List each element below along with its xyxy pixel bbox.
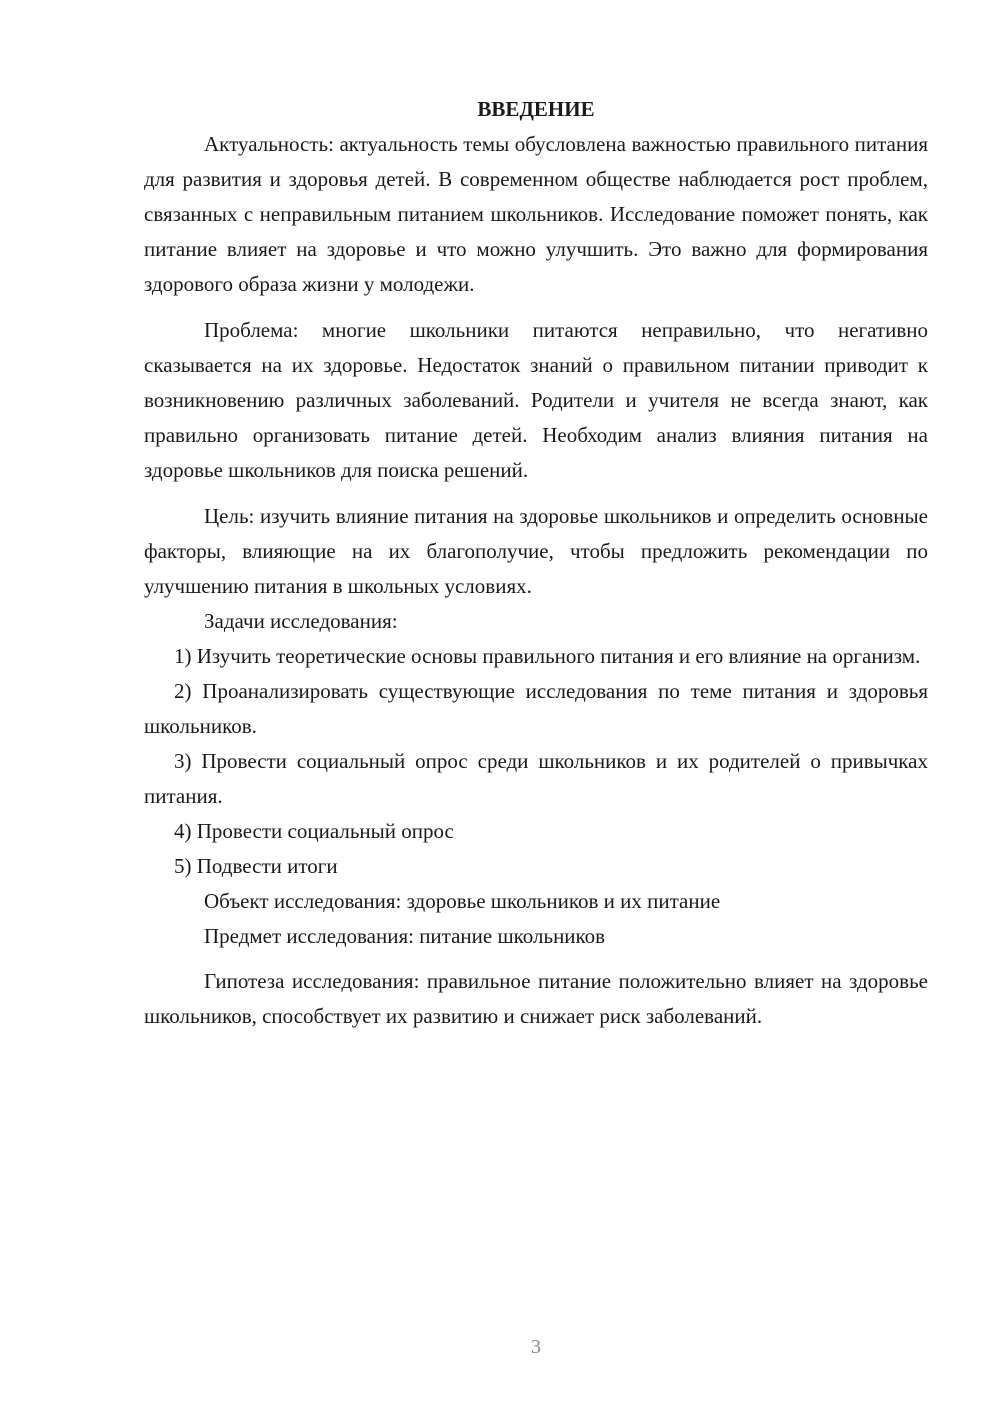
task-item-5: 5) Подвести итоги bbox=[174, 854, 338, 878]
task-item-2: 2) Проанализировать существующие исследования по теме питания и здоровья школьников. bbox=[144, 679, 928, 738]
task-item-4: 4) Провести социальный опрос bbox=[174, 819, 454, 843]
problem-paragraph: Проблема: многие школьники питаются неправильно, что негативно сказывается на их здоровье. Недостаток знаний о правильном питании приводит к возникновению различных заболеваний. Родители и учителя не всегда знают, как правильно организовать питание детей. Необходим анализ влияния питания на здоровье школьников для поиска решений. bbox=[144, 318, 928, 482]
task-item-1: 1) Изучить теоретические основы правильного питания и его влияние на организм. bbox=[174, 644, 921, 668]
relevance-paragraph: Актуальность: актуальность темы обусловлена важностью правильного питания для развития и здоровья детей. В современном обществе наблюдается рост проблем, связанных с неправильным питанием школьников. Исследование поможет понять, как питание влияет на здоровье и что можно улучшить. Это важно для формирования здорового образа жизни у молодежи. bbox=[144, 132, 928, 296]
page-content bbox=[144, 92, 928, 1034]
task-item-3: 3) Провести социальный опрос среди школьников и их родителей о привычках питания. bbox=[144, 749, 928, 808]
page-number: 3 bbox=[531, 1336, 541, 1358]
subject-paragraph: Предмет исследования: питание школьников bbox=[204, 924, 606, 948]
hypothesis-paragraph: Гипотеза исследования: правильное питание положительно влияет на здоровье школьников, способствует их развитию и снижает риск заболеваний. bbox=[144, 969, 928, 1028]
goal-paragraph: Цель: изучить влияние питания на здоровье школьников и определить основные факторы, влияющие на их благополучие, чтобы предложить рекомендации по улучшению питания в школьных условиях. bbox=[144, 504, 928, 598]
object-paragraph: Объект исследования: здоровье школьников и их питание bbox=[204, 889, 721, 913]
tasks-heading: Задачи исследования: bbox=[204, 609, 398, 633]
section-title: ВВЕДЕНИЕ bbox=[477, 97, 595, 121]
